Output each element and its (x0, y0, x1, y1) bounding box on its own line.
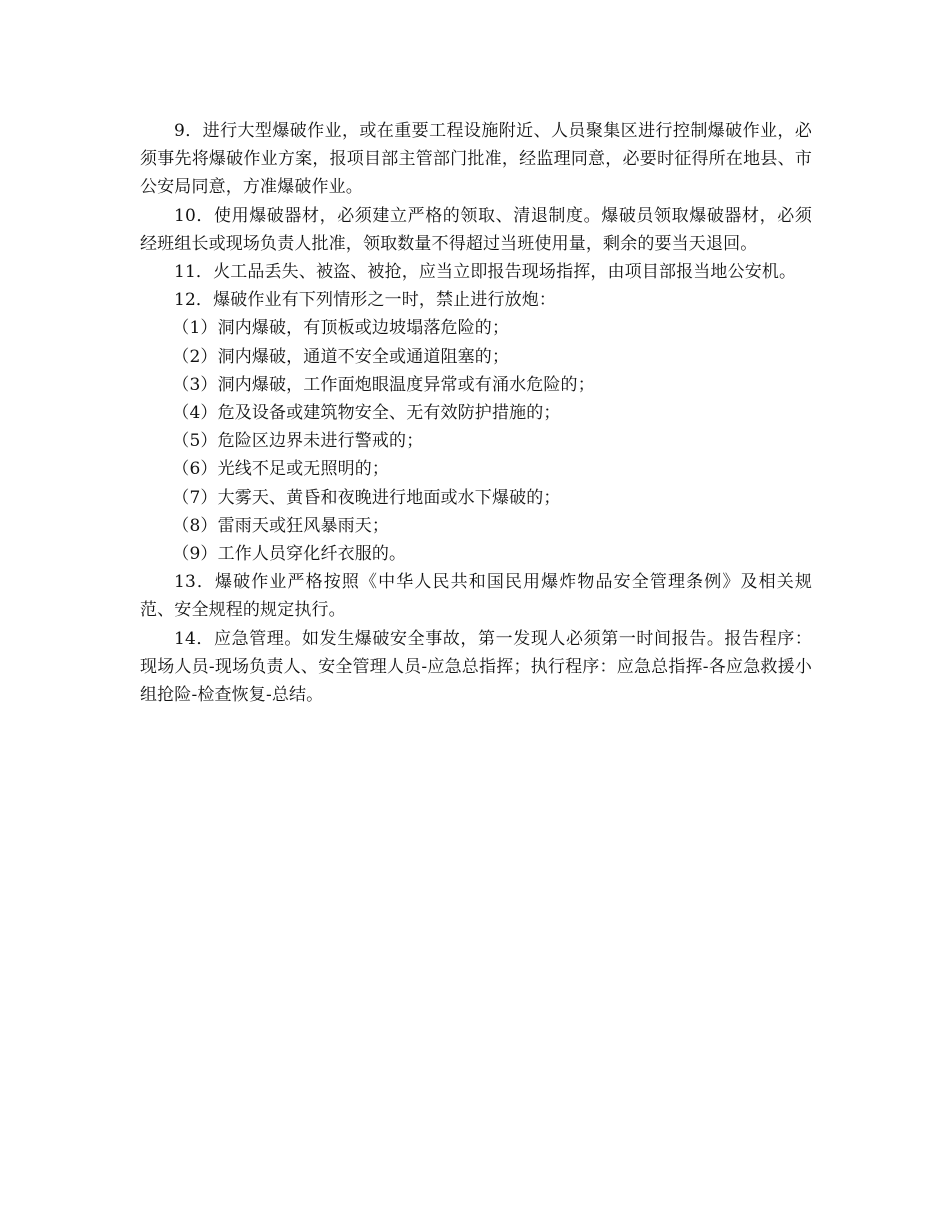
paragraph-10: 10．使用爆破器材，必须建立严格的领取、清退制度。爆破员领取爆破器材，必须经班组长或现场负责人批准，领取数量不得超过当班使用量，剩余的要当天退回。 (140, 205, 812, 254)
paragraph-11: 11．火工品丢失、被盗、被抢，应当立即报告现场指挥，由项目部报当地公安机。 (174, 262, 797, 283)
list-item: （8）雷雨天或狂风暴雨天； (172, 515, 390, 536)
list-item: （6）光线不足或无照明的； (172, 459, 390, 480)
document-body (140, 117, 812, 709)
list-item: （9）工作人员穿化纤衣服的。 (172, 544, 407, 565)
list-item: （3）洞内爆破，工作面炮眼温度异常或有涌水危险的； (172, 374, 595, 395)
list-item: （7）大雾天、黄昏和夜晚进行地面或水下爆破的； (172, 487, 561, 508)
list-item: （1）洞内爆破，有顶板或边坡塌落危险的； (172, 318, 510, 339)
list-item: （5）危险区边界未进行警戒的； (172, 431, 424, 452)
paragraph-13: 13．爆破作业严格按照《中华人民共和国民用爆炸物品安全管理条例》及相关规范、安全规程的规定执行。 (140, 572, 812, 621)
paragraph-9: 9．进行大型爆破作业，或在重要工程设施附近、人员聚集区进行控制爆破作业，必须事先将爆破作业方案，报项目部主管部门批准，经监理同意，必要时征得所在地县、市公安局同意，方准爆破作业。 (140, 121, 812, 198)
list-item: （2）洞内爆破，通道不安全或通道阻塞的； (172, 346, 510, 367)
list-item: （4）危及设备或建筑物安全、无有效防护措施的； (172, 403, 561, 424)
paragraph-12: 12．爆破作业有下列情形之一时，禁止进行放炮： (174, 290, 557, 311)
paragraph-14: 14．应急管理。如发生爆破安全事故，第一发现人必须第一时间报告。报告程序：现场人员-现场负责人、安全管理人员-应急总指挥；执行程序：应急总指挥-各应急救援小组抢险-检查恢复-总结。 (140, 628, 812, 706)
